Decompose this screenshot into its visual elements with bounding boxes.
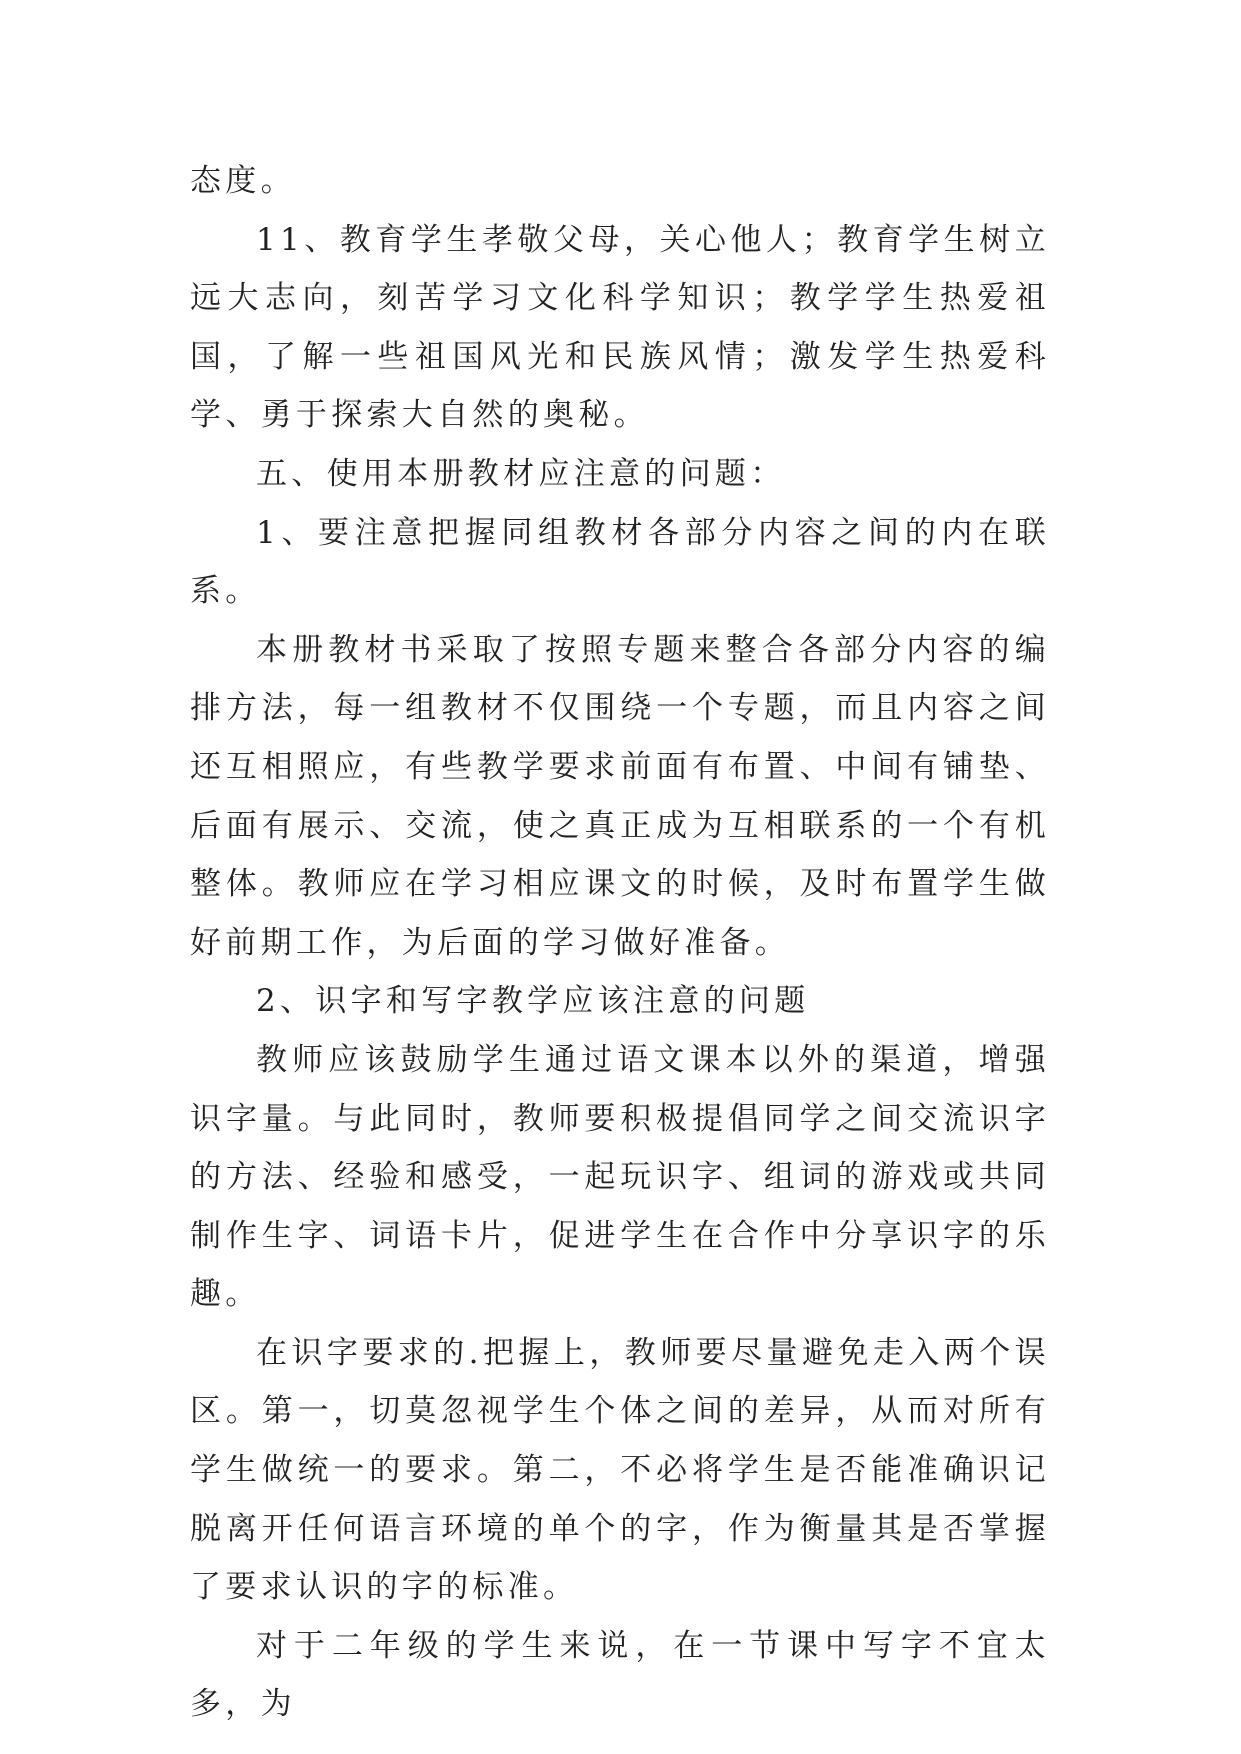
paragraph-1: 态度。 <box>190 163 296 199</box>
paragraph-3: 本册教材书采取了按照专题来整合各部分内容的编排方法，每一组教材不仅围绕一个专题，而且内容之间还互相照应，有些教学要求前面有布置、中间有铺垫、后面有展示、交流，使之真正成为互相联系的一个有机整体。教师应在学习相应课文的时候，及时布置学生做好前期工作，为后面的学习做好准备。 <box>190 631 1050 961</box>
subheading-2: 2、识字和写字教学应该注意的问题 <box>256 983 810 1020</box>
paragraph-6: 对于二年级的学生来说，在一节课中写字不宜太多，为 <box>190 1627 1050 1723</box>
paragraph-5: 在识字要求的.把握上，教师要尽量避免走入两个误区。第一，切莫忽视学生个体之间的差异，从而对所有学生做统一的要求。第二，不必将学生是否能准确识记脱离开任何语言环境的单个的字，作为衡量其是否掌握了要求认识的字的标准。 <box>190 1334 1050 1606</box>
section-heading-5: 五、使用本册教材应注意的问题： <box>256 455 786 492</box>
paragraph-4: 教师应该鼓励学生通过语文课本以外的渠道，增强识字量。与此同时，教师要积极提倡同学之间交流识字的方法、经验和感受，一起玩识字、组词的游戏或共同制作生字、词语卡片，促进学生在合作中分享识字的乐趣。 <box>190 1041 1050 1313</box>
paragraph-2: 11、教育学生孝敬父母，关心他人；教育学生树立远大志向，刻苦学习文化科学知识；教学学生热爱祖国，了解一些祖国风光和民族风情；激发学生热爱科学、勇于探索大自然的奥秘。 <box>190 221 1050 434</box>
subheading-1: 1、要注意把握同组教材各部分内容之间的内在联系。 <box>190 514 1050 610</box>
document-body <box>190 152 1050 1734</box>
